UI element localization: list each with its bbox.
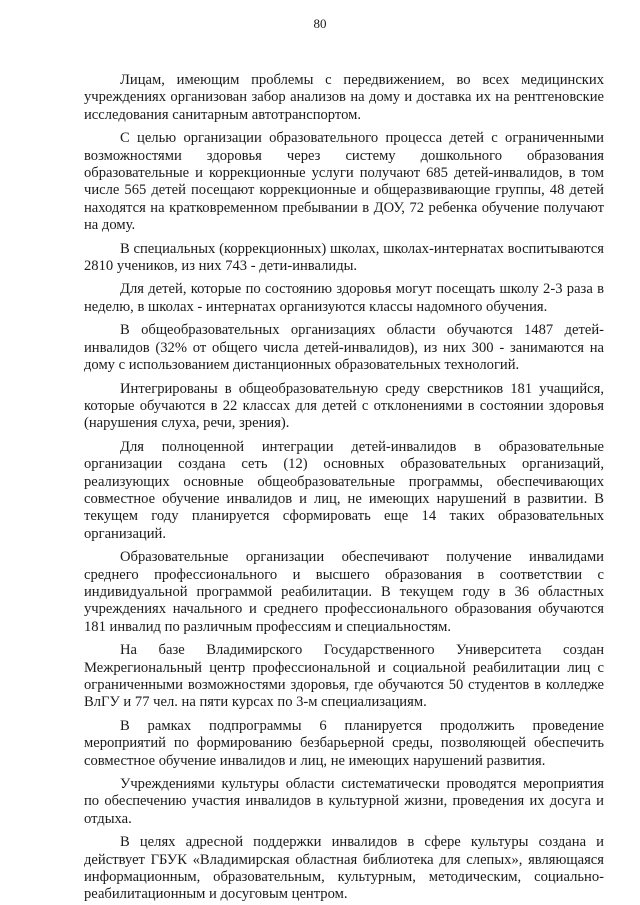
page-number: 80 [313,16,327,31]
paragraph-library-for-blind: В целях адресной поддержки инвалидов в сфере культуры создана и действует ГБУК «Владимирская областная библиотека для слепых», являющаяся информационным, образовательным, культурным, методическим, социально-реабилитационным и досуговым центром. [84,834,604,903]
paragraph-subprogram-6: В рамках подпрограммы 6 планируется продолжить проведение мероприятий по формированию безбарьерной среды, позволяющей обеспечить совместное обучение инвалидов и лиц, не имеющих нарушений развития. [84,717,604,769]
paragraph-special-schools: В специальных (коррекционных) школах, школах-интернатах воспитываются 2810 учеников, из них 743 - дети-инвалиды. [84,240,604,275]
paragraph-integration-classes: Интегрированы в общеобразовательную среду сверстников 181 учащийся, которые обучаются в 22 классах для детей с отклонениями в состоянии здоровья (нарушения слуха, речи, зрения). [84,380,604,432]
paragraph-culture-institutions: Учреждениями культуры области систематически проводятся мероприятия по обеспечению участия инвалидов в культурной жизни, проведения их досуга и отдыха. [84,776,604,827]
paragraph-preschool-education: С целью организации образовательного процесса детей с ограниченными возможностями здоровья через систему дошкольного образования образовательные и коррекционные услуги получают 685 детей-инвалидов, в том числе 565 детей посещают коррекционные и общеразвивающие группы, 48 детей находятся на кратковременном пребывании в ДОУ, 72 ребенка обучение получают на дому. [84,130,604,234]
paragraph-inclusive-network: Для полноценной интеграции детей-инвалидов в образовательные организации создана сеть (12) основных образовательных организаций, реализующих основные общеобразовательные программы, обеспечивающих совместное обучение инвалидов и лиц, не имеющих нарушений в развитии. В текущем году планируется сформировать еще 14 таких образовательных организаций. [84,438,604,542]
document-body [84,72,604,905]
paragraph-medical-tests: Лицам, имеющим проблемы с передвижением, во всех медицинских учреждениях организован забор анализов на дому и доставка их на рентгеновские исследования санитарным автотранспортом. [84,72,604,123]
paragraph-university-center: На базе Владимирского Государственного Университета создан Межрегиональный центр профессиональной и социальной реабилитации лиц с ограниченными возможностями здоровья, где обучаются 50 студентов в колледже ВлГУ и 77 чел. на пяти курсах по 3-м специализациям. [84,642,604,711]
paragraph-general-education: В общеобразовательных организациях области обучаются 1487 детей-инвалидов (32% от общего числа детей-инвалидов), из них 300 - занимаются на дому с использованием дистанционных образовательных технологий. [84,322,604,374]
paragraph-vocational-education: Образовательные организации обеспечивают получение инвалидами среднего профессионального и высшего образования в соответствии с индивидуальной программой реабилитации. В текущем году в 36 областных учреждениях начального и среднего профессионального образования обучаются 181 инвалид по различным профессиям и специальностям. [84,549,604,635]
paragraph-home-schooling: Для детей, которые по состоянию здоровья могут посещать школу 2-3 раза в неделю, в школах - интернатах организуются классы надомного обучения. [84,281,604,315]
